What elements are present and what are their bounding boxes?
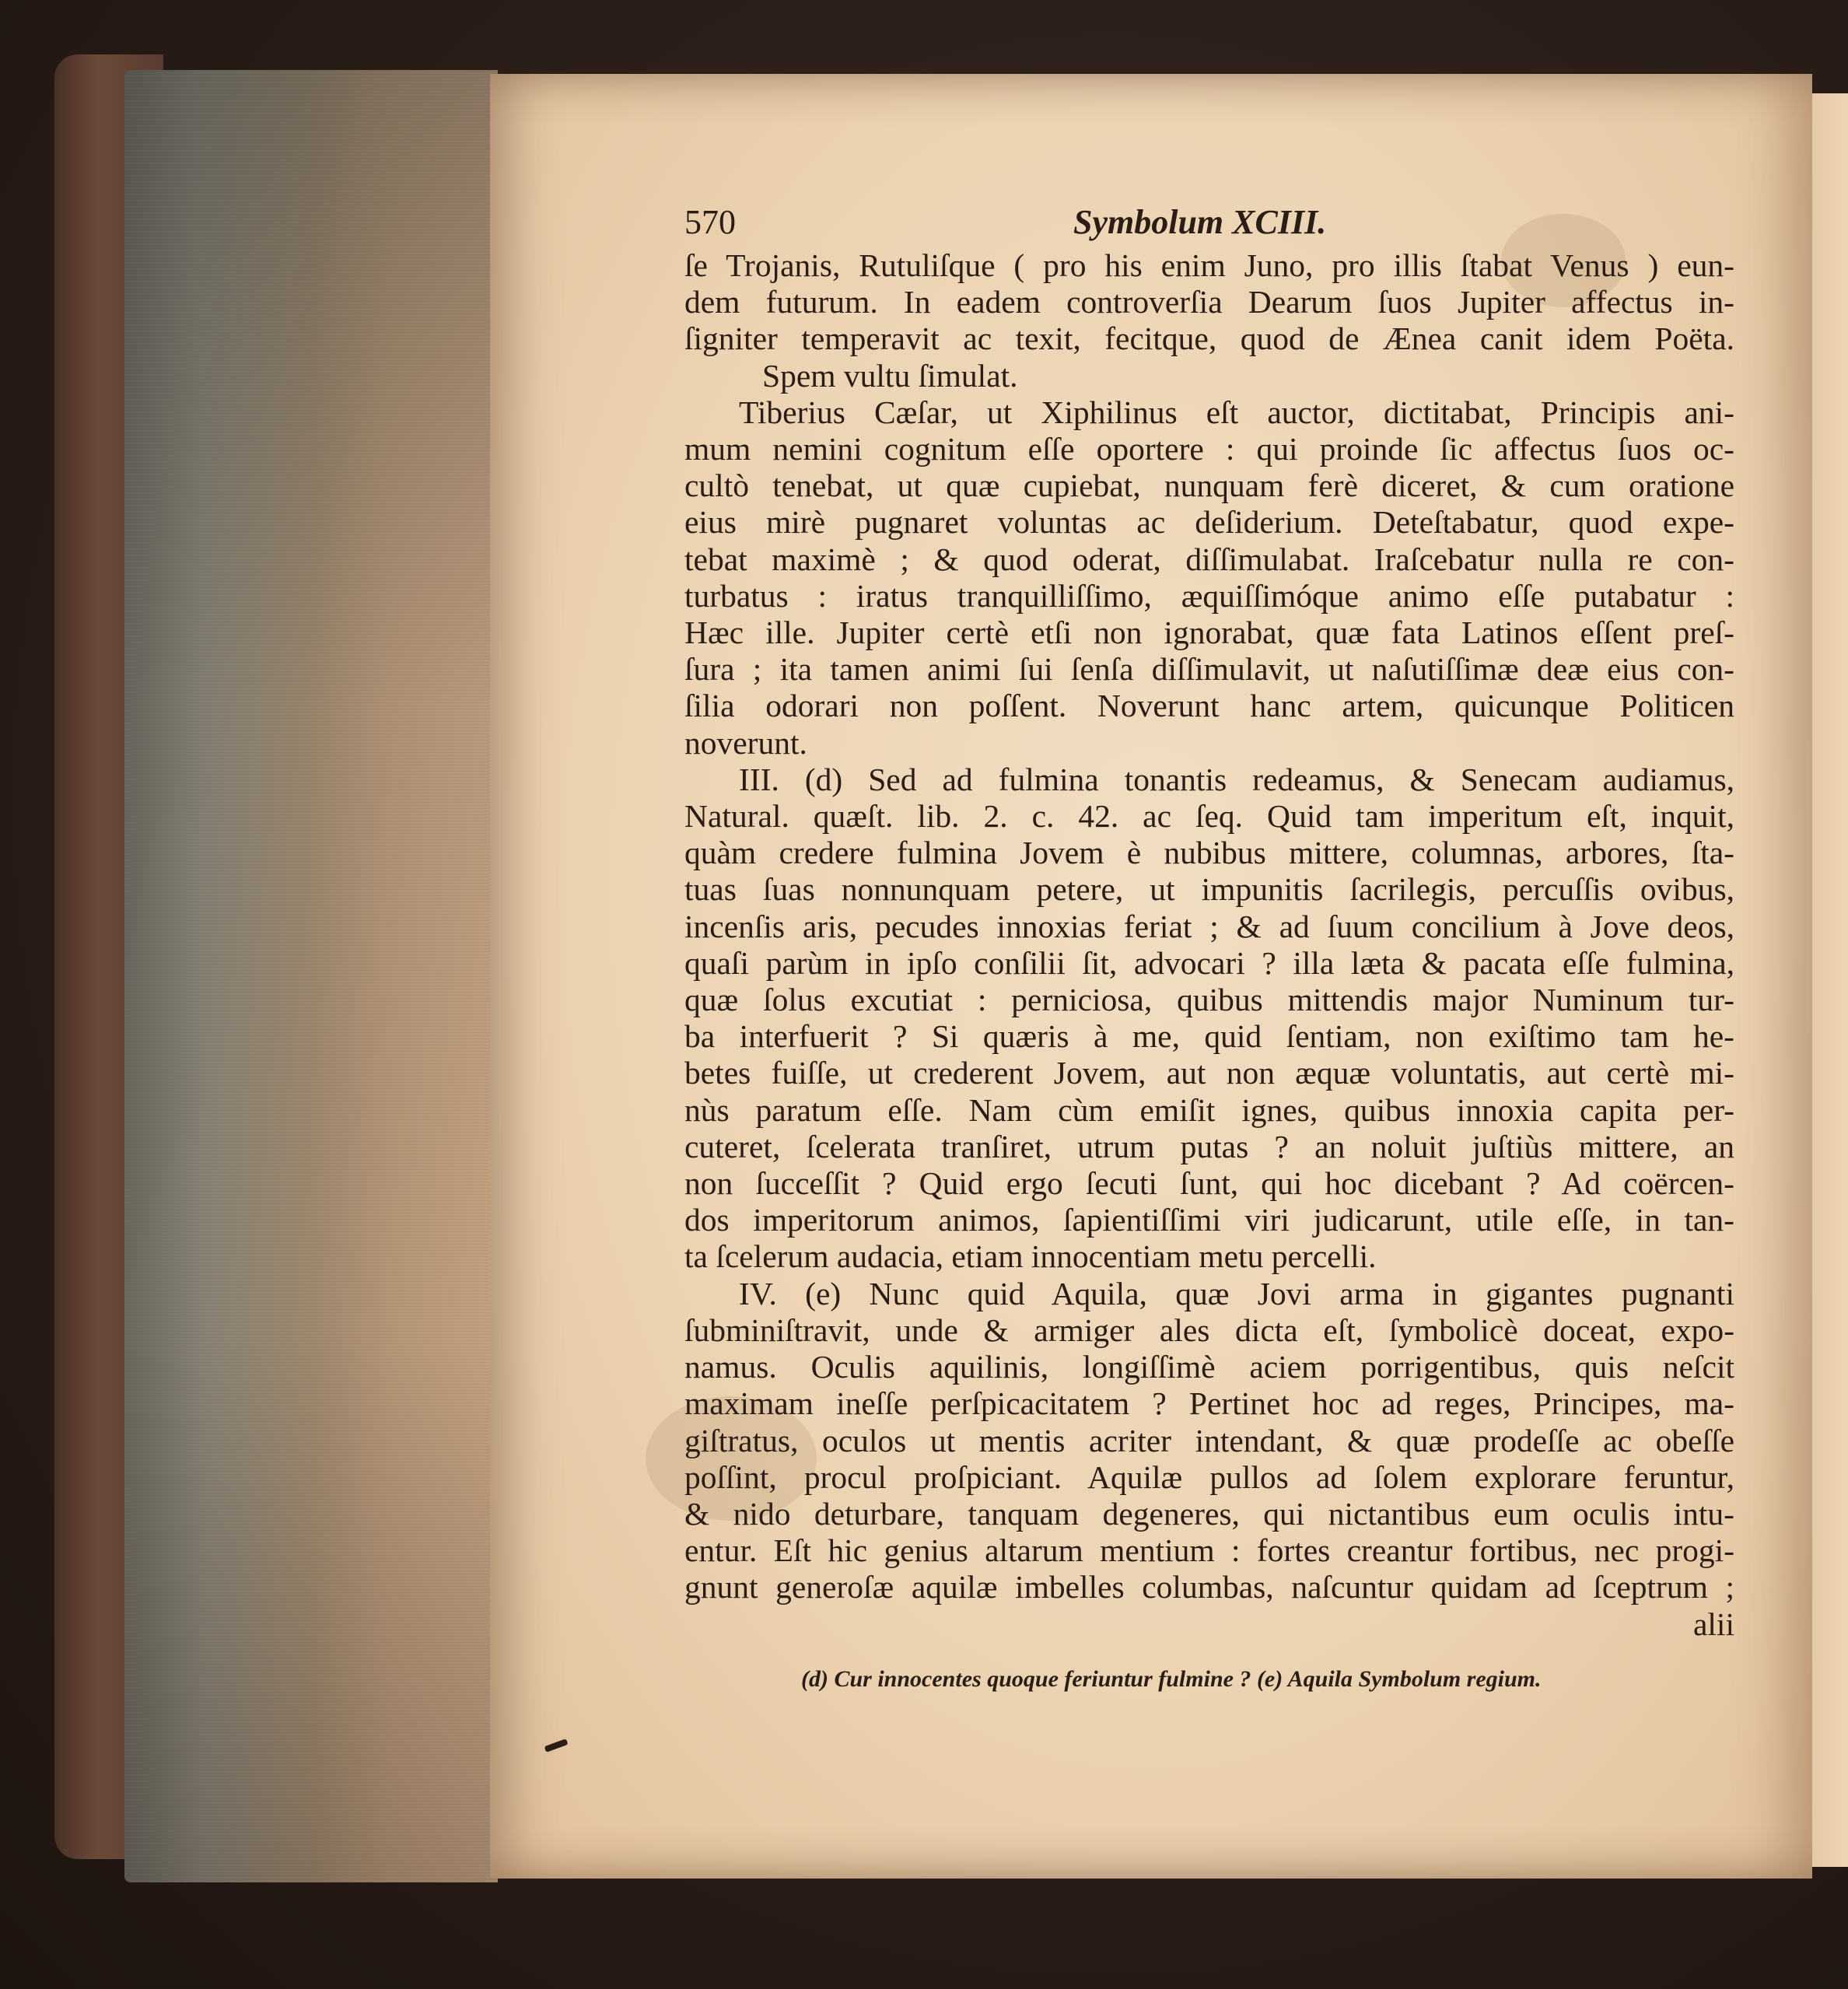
text-line: turbatus : iratus tranquilliſſimo, æquiſſimóque animo eſſe putabatur : [684, 577, 1734, 614]
text-line: III. (d) Sed ad fulmina tonantis redeamus, & Senecam audiamus, [739, 761, 1734, 797]
text-line: quæ ſolus excutiat : perniciosa, quibus mittendis major Numinum tur- [684, 982, 1734, 1018]
running-title: Symbolum XCIII. [1073, 203, 1327, 241]
text-line: ſubminiſtravit, unde & armiger ales dicta eſt, ſymbolicè doceat, expo- [684, 1311, 1734, 1348]
text-line: cultò tenebat, ut quæ cupiebat, nunquam ferè diceret, & cum oratione [684, 467, 1734, 504]
text-line: ſura ; ita tamen animi ſui ſenſa diſſimulavit, ut naſutiſſimæ deæ eius con- [684, 651, 1734, 688]
page-block-edges [124, 70, 498, 1882]
text-line: alii [1692, 1606, 1734, 1642]
left-page [490, 74, 1812, 1879]
text-line: & nido deturbare, tanquam degeneres, qui nictantibus eum oculis intu- [684, 1495, 1734, 1532]
running-head [684, 202, 1734, 247]
footnote: (d) Cur innocentes quoque feriuntur fulmine ? (e) Aquila Symbolum regium. [801, 1665, 1542, 1692]
text-line: namus. Oculis aquilinis, longiſſimè aciem porrigentibus, quis neſcit [684, 1349, 1734, 1385]
text-block [684, 202, 1734, 1693]
text-line: eius mirè pugnaret voluntas ac deſiderium. Deteſtabatur, quod expe- [684, 504, 1734, 541]
text-line: ſe Trojanis, Rutuliſque ( pro his enim Juno, pro illis ſtabat Venus ) eun- [684, 247, 1734, 283]
text-line: ſigniter temperavit ac texit, fecitque, quod de Ænea canit idem Poëta. [684, 320, 1734, 357]
text-line: tebat maximè ; & quod oderat, diſſimulabat. Iraſcebatur nulla re con- [684, 541, 1734, 577]
text-line: Natural. quæſt. lib. 2. c. 42. ac ſeq. Quid tam imperitum eſt, inquit, [684, 798, 1734, 835]
text-line: Hæc ille. Jupiter certè etſi non ignorabat, quæ fata Latinos eſſent preſ- [684, 615, 1734, 651]
text-line: ba interfuerit ? Si quæris à me, quid ſentiam, non exiſtimo tam he- [684, 1018, 1734, 1055]
text-line: noverunt. [684, 724, 807, 761]
text-line: nùs paratum eſſe. Nam cùm emiſit ignes, quibus innoxia capita per- [684, 1091, 1734, 1128]
text-line: cuteret, ſcelerata tranſiret, utrum putas ? an noluit juſtiùs mittere, an [684, 1128, 1734, 1164]
text-line: betes fuiſſe, ut crederent Jovem, aut non æquæ voluntatis, aut certè mi- [684, 1055, 1734, 1091]
text-line: non ſucceſſit ? Quid ergo ſecuti ſunt, qui hoc dicebant ? Ad coërcen- [684, 1165, 1734, 1202]
text-line: poſſint, procul proſpiciant. Aquilæ pullos ad ſolem explorare feruntur, [684, 1458, 1734, 1495]
text-line: Tiberius Cæſar, ut Xiphilinus eſt auctor, dictitabat, Principis ani- [739, 394, 1734, 430]
text-line: dem futurum. In eadem controverſia Dearum ſuos Jupiter affectus in- [684, 284, 1734, 320]
text-line: entur. Eſt hic genius altarum mentium : fortes creantur fortibus, nec progi- [684, 1532, 1734, 1569]
text-line: maximam ineſſe perſpicacitatem ? Pertinet hoc ad reges, Principes, ma- [684, 1385, 1734, 1422]
text-line: quàm credere fulmina Jovem è nubibus mittere, columnas, arbores, ſta- [684, 835, 1734, 871]
text-line: ſilia odorari non poſſent. Noverunt hanc artem, quicunque Politicen [684, 688, 1734, 724]
text-line: dos imperitorum animos, ſapientiſſimi viri judicarunt, utile eſſe, in tan- [684, 1202, 1734, 1238]
text-line: ta ſcelerum audacia, etiam innocentiam metu percelli. [684, 1238, 1377, 1275]
text-line: tuas ſuas nonnunquam petere, ut impunitis ſacrilegis, percuſſis ovibus, [684, 871, 1734, 908]
text-line: mum nemini cognitum eſſe oportere : qui proinde ſic affectus ſuos oc- [684, 431, 1734, 467]
text-line: IV. (e) Nunc quid Aquila, quæ Jovi arma in gigantes pugnanti [739, 1275, 1734, 1311]
text-line: giſtratus, oculos ut mentis acriter intendant, & quæ prodeſſe ac obeſſe [684, 1422, 1734, 1458]
text-line: gnunt generoſæ aquilæ imbelles columbas, naſcuntur quidam ad ſceptrum ; [684, 1569, 1734, 1606]
page-number: 570 [684, 203, 736, 241]
text-line: quaſi parùm in ipſo conſilii ſit, advocari ? illa læta & pacata eſſe fulmina, [684, 944, 1734, 981]
body-text [684, 247, 1734, 1643]
text-line: Spem vultu ſimulat. [762, 357, 1018, 394]
text-line: incenſis aris, pecudes innoxias feriat ; & ad ſuum concilium à Jove deos, [684, 908, 1734, 944]
